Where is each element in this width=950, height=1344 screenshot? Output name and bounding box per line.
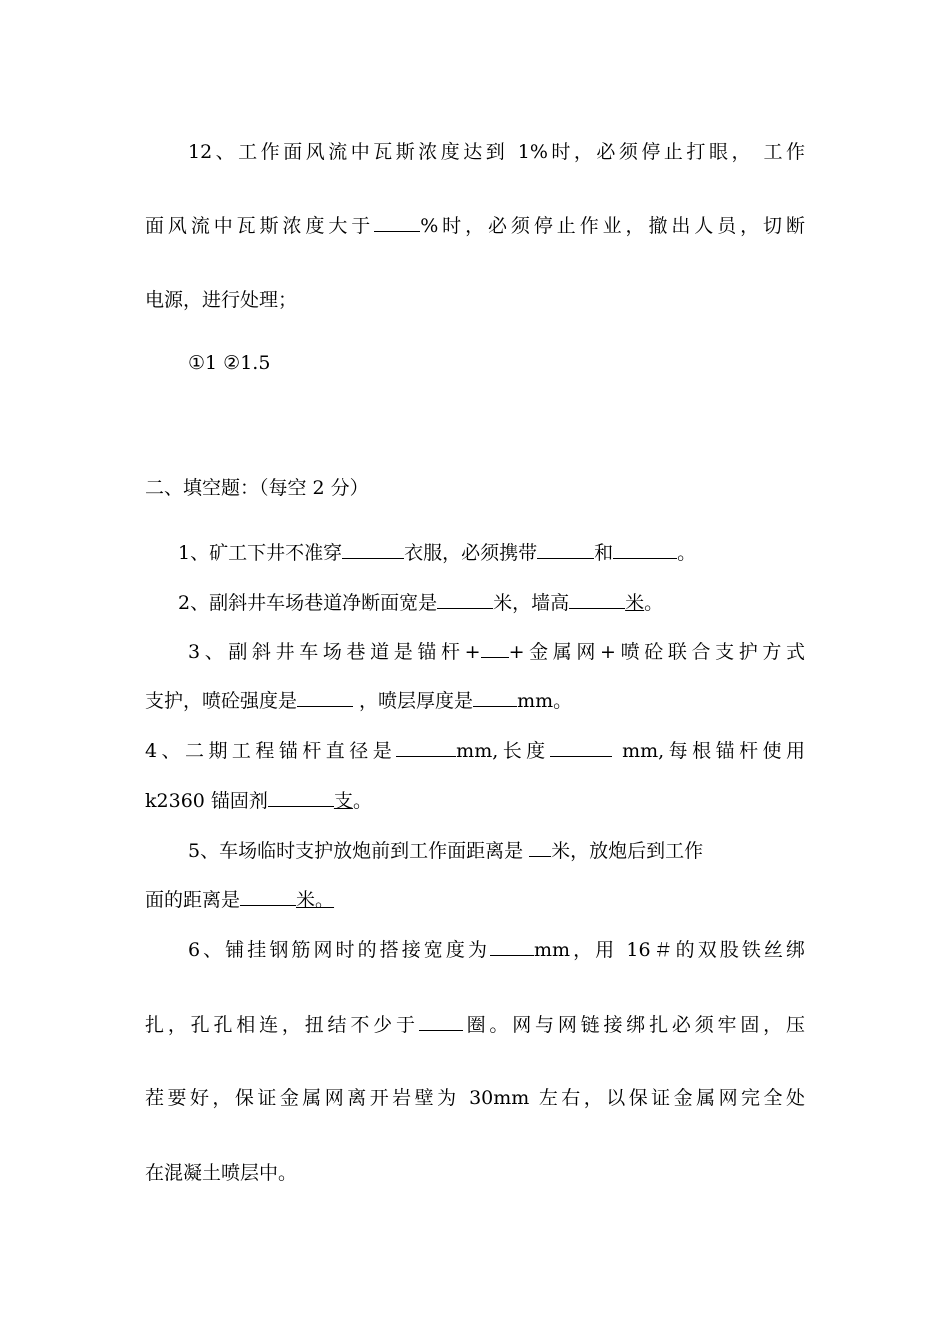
fill-question-4-line2: k2360 锚固剂 支。 bbox=[145, 790, 372, 812]
fill-blank[interactable] bbox=[396, 738, 456, 757]
fill-question-1: 1、矿工下井不准穿 衣服，必须携带 和 。 bbox=[178, 542, 697, 564]
fill-blank[interactable] bbox=[490, 937, 534, 956]
fill-question-3-line2: 支护，喷砼强度是 ，喷层厚度是 mm。 bbox=[145, 690, 573, 712]
fill-blank[interactable] bbox=[550, 738, 612, 757]
fill-question-6-line1: 6、铺挂钢筋网时的搭接宽度为 mm，用 16＃的双股铁丝绑 bbox=[188, 939, 805, 961]
fill-question-6-line4: 在混凝土喷层中。 bbox=[145, 1162, 298, 1184]
fill-blank[interactable] bbox=[537, 540, 594, 559]
fill-blank[interactable] bbox=[374, 213, 420, 232]
section-heading: 二、填空题：（每空 2 分） bbox=[145, 477, 369, 499]
fill-question-6-line3: 茬要好，保证金属网离开岩壁为 30mm 左右，以保证金属网完全处 bbox=[145, 1087, 805, 1109]
fill-blank[interactable] bbox=[437, 590, 493, 609]
fill-blank[interactable] bbox=[268, 788, 334, 807]
fill-blank[interactable] bbox=[473, 688, 517, 707]
q12-line2: 面风流中瓦斯浓度大于 %时，必须停止作业，撤出人员，切断 bbox=[145, 215, 805, 237]
fill-question-4-line1: 4、二期工程锚杆直径是 mm,长度 mm,每根锚杆使用 bbox=[145, 740, 805, 762]
fill-question-5-line2: 面的距离是 米。 bbox=[145, 889, 335, 911]
fill-blank[interactable] bbox=[419, 1012, 463, 1031]
fill-blank[interactable] bbox=[481, 639, 509, 658]
fill-blank[interactable] bbox=[613, 540, 677, 559]
fill-question-2: 2、副斜井车场巷道净断面宽是 米，墙高 米。 bbox=[178, 592, 664, 614]
fill-blank[interactable] bbox=[529, 838, 551, 857]
fill-question-6-line2: 扎，孔孔相连，扭结不少于 圈。网与网链接绑扎必须牢固，压 bbox=[145, 1014, 805, 1036]
fill-question-3-line1: 3、副斜井车场巷道是锚杆+ +金属网+喷砼联合支护方式 bbox=[188, 641, 806, 663]
fill-question-5-line1: 5、车场临时支护放炮前到工作面距离是 米，放炮后到工作 bbox=[188, 840, 704, 862]
fill-blank[interactable] bbox=[569, 590, 625, 609]
q12-options: ①1 ②1.5 bbox=[188, 352, 271, 374]
fill-blank[interactable] bbox=[342, 540, 404, 559]
fill-blank[interactable] bbox=[240, 887, 296, 906]
q12-line3: 电源，进行处理； bbox=[145, 289, 298, 311]
fill-blank[interactable] bbox=[297, 688, 353, 707]
q12-line1: 12、工作面风流中瓦斯浓度达到 1%时，必须停止打眼， 工作 bbox=[188, 141, 805, 163]
